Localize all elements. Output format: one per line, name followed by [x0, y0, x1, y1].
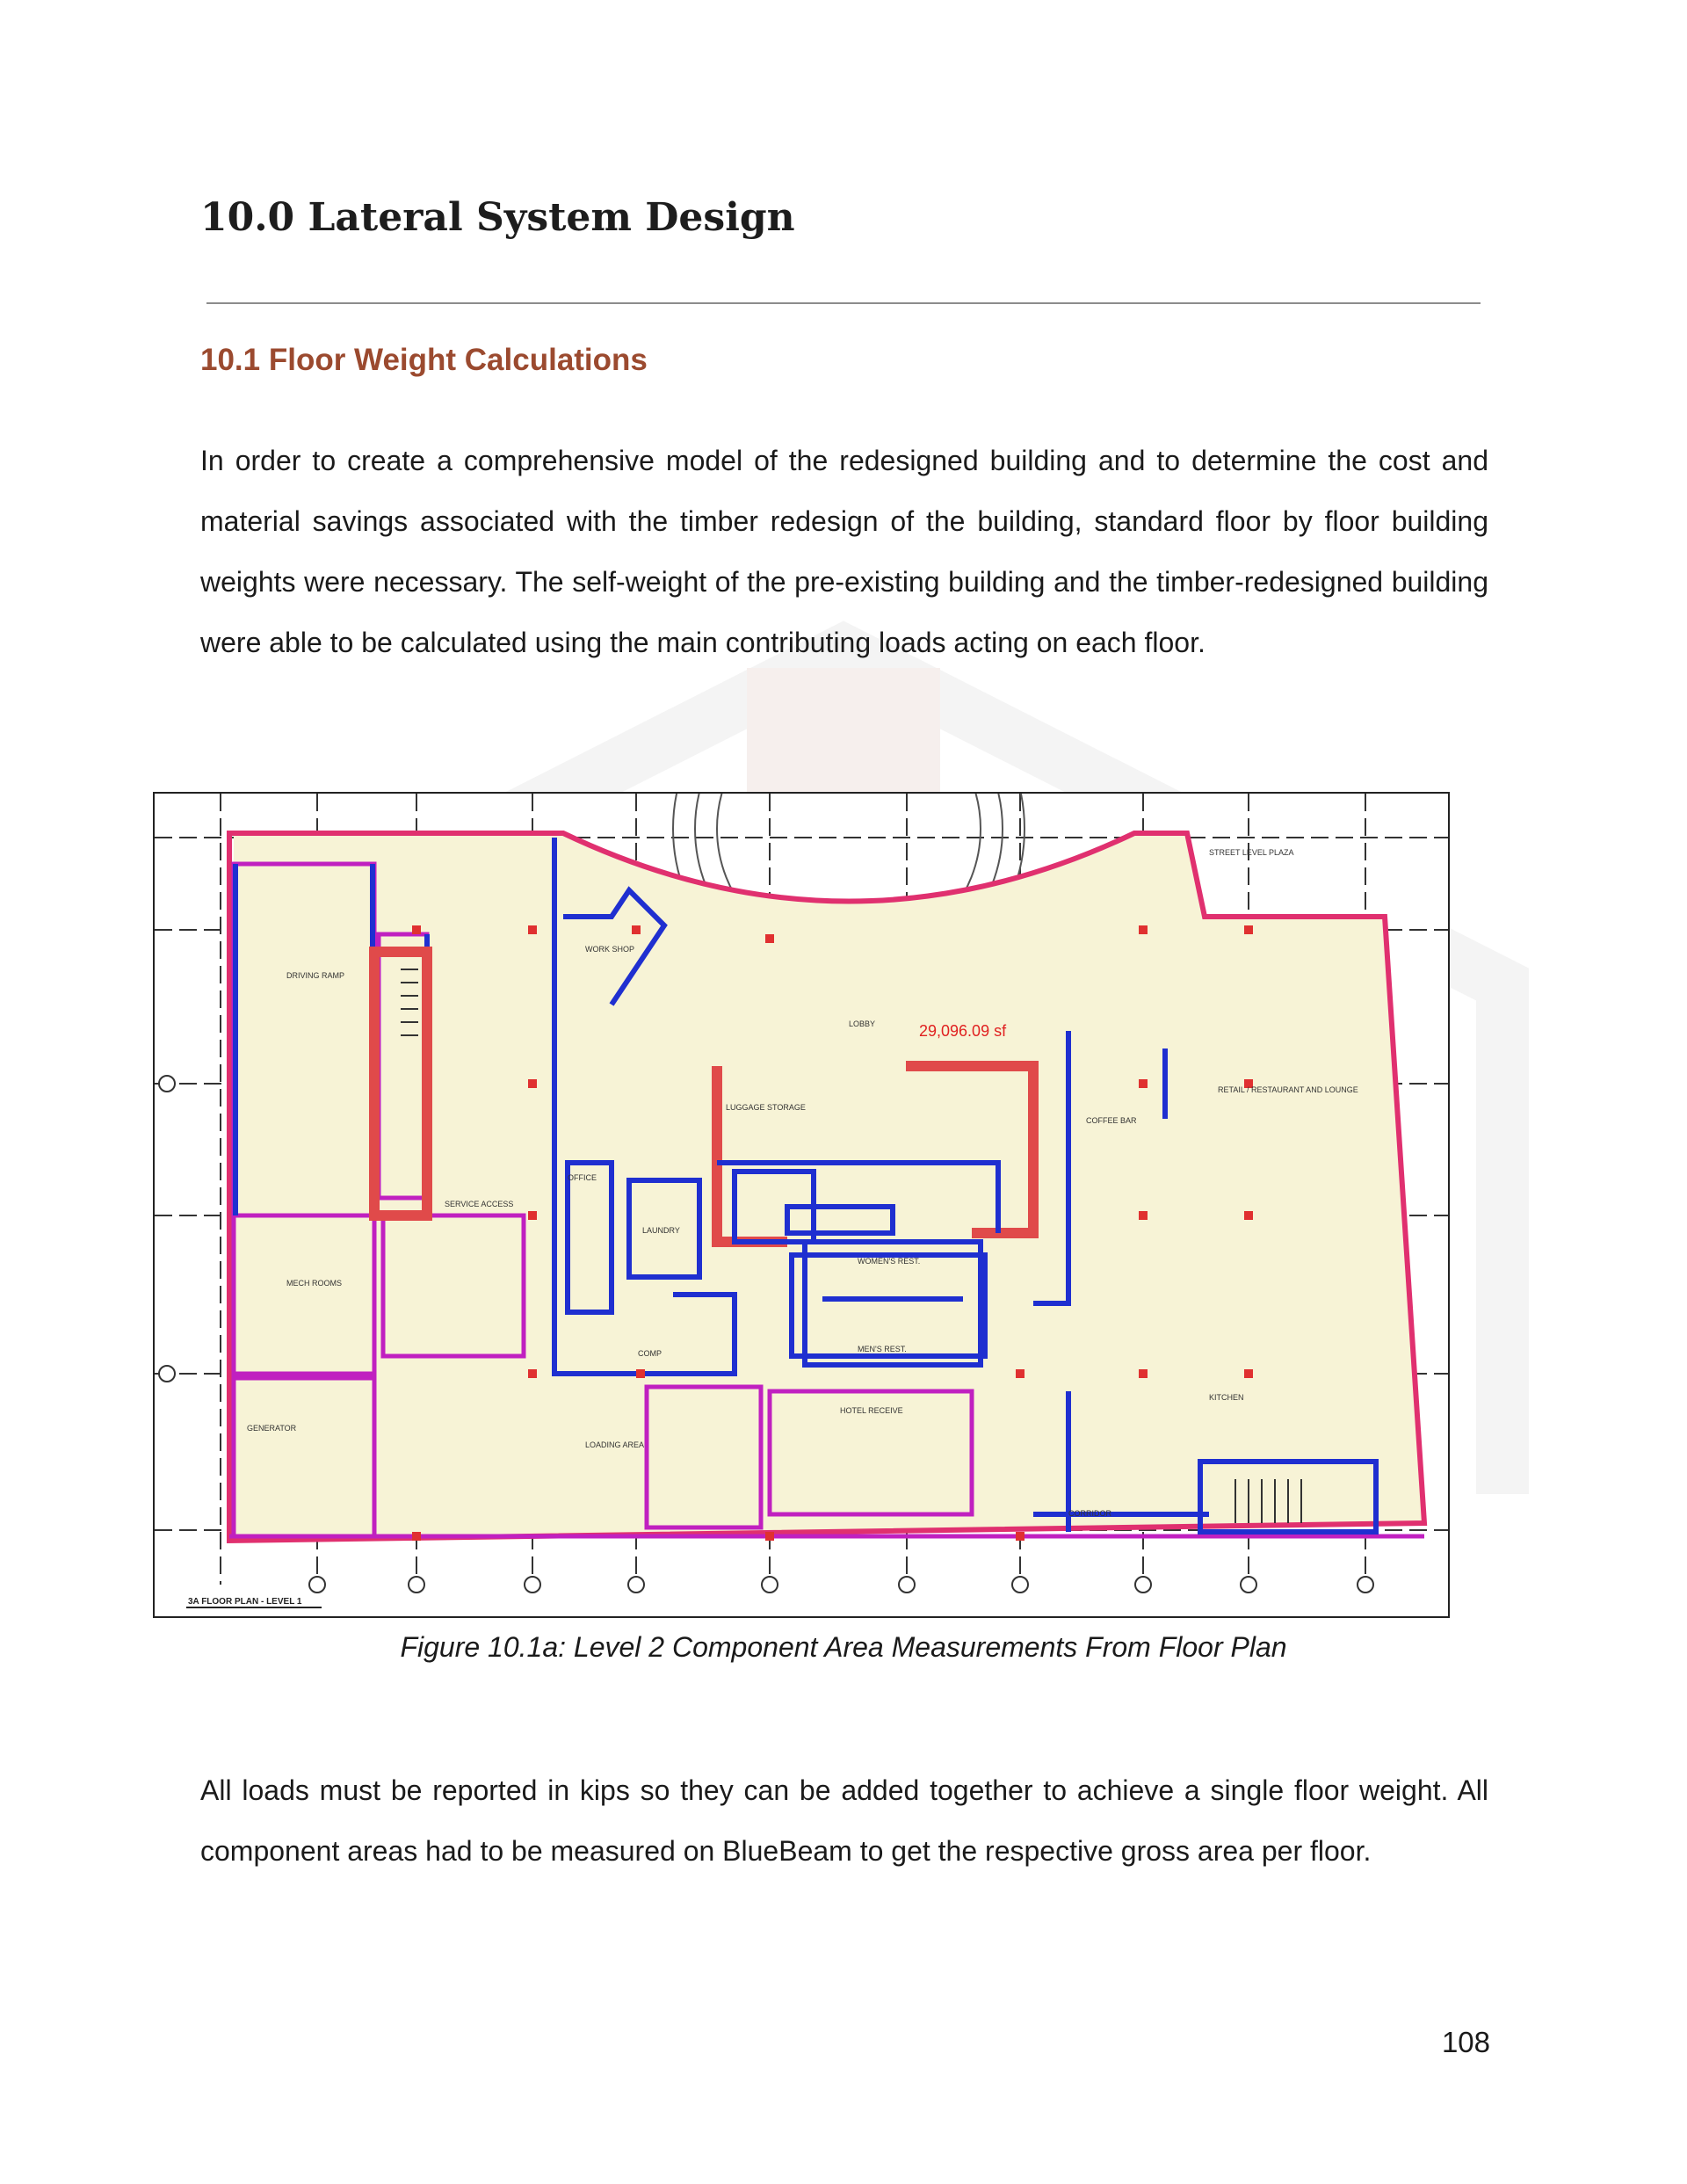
room-label-womens-restroom: WOMEN'S REST. [858, 1257, 921, 1266]
room-label-office: OFFICE [568, 1173, 597, 1182]
loads-paragraph: All loads must be reported in kips so they can be added together to achieve a single floor weight. All component areas had to be measured on BlueBeam to get the respective gross area per floor. [200, 1774, 1488, 1867]
intro-paragraph: In order to create a comprehensive model of the redesigned building and to determine the cost and material savings associated with the timber redesign of the building, standard floor by floor building weights were necessary. The self-weight of the pre-existing building and the timber-redesigned building were able to be calculated using the main contributing loads acting on each floor. [200, 445, 1488, 658]
room-label-mech-rooms: MECH ROOMS [286, 1279, 342, 1288]
room-label-loading-area: LOADING AREA [585, 1440, 645, 1449]
page-number: 108 [1441, 2026, 1490, 2058]
plan-title: 3A FLOOR PLAN - LEVEL 1 [188, 1597, 302, 1607]
room-label-mens-restroom: MEN'S REST. [858, 1345, 907, 1353]
room-label-comp: COMP [638, 1349, 662, 1358]
room-label-service-access: SERVICE ACCESS [445, 1200, 514, 1208]
room-label-luggage-storage: LUGGAGE STORAGE [726, 1103, 806, 1112]
room-label-corridor: CORRIDOR [1068, 1509, 1111, 1518]
room-label-work-shop: WORK SHOP [585, 945, 635, 954]
section-heading: 10.1 Floor Weight Calculations [200, 343, 648, 377]
room-label-street-level-plaza: STREET LEVEL PLAZA [1209, 848, 1294, 857]
title-divider [206, 302, 1481, 304]
room-label-restaurant: RETAIL / RESTAURANT AND LOUNGE [1218, 1085, 1358, 1094]
floor-plan-figure [153, 792, 1450, 1618]
room-label-generator: GENERATOR [247, 1424, 297, 1433]
room-label-coffee-bar: COFFEE BAR [1086, 1116, 1137, 1125]
figure-caption: Figure 10.1a: Level 2 Component Area Measurements From Floor Plan [400, 1631, 1287, 1663]
floor-plan-drawing [155, 794, 1448, 1616]
room-label-laundry: LAUNDRY [642, 1226, 680, 1235]
room-label-lobby: LOBBY [849, 1019, 876, 1028]
room-label-driving-ramp: DRIVING RAMP [286, 971, 345, 980]
room-label-hotel-receiving: HOTEL RECEIVE [840, 1406, 903, 1415]
floor-area [229, 833, 1424, 1541]
page-title: 10.0 Lateral System Design [200, 195, 795, 240]
area-measurement-label: 29,096.09 sf [919, 1022, 1007, 1040]
room-label-kitchen: KITCHEN [1209, 1393, 1244, 1402]
